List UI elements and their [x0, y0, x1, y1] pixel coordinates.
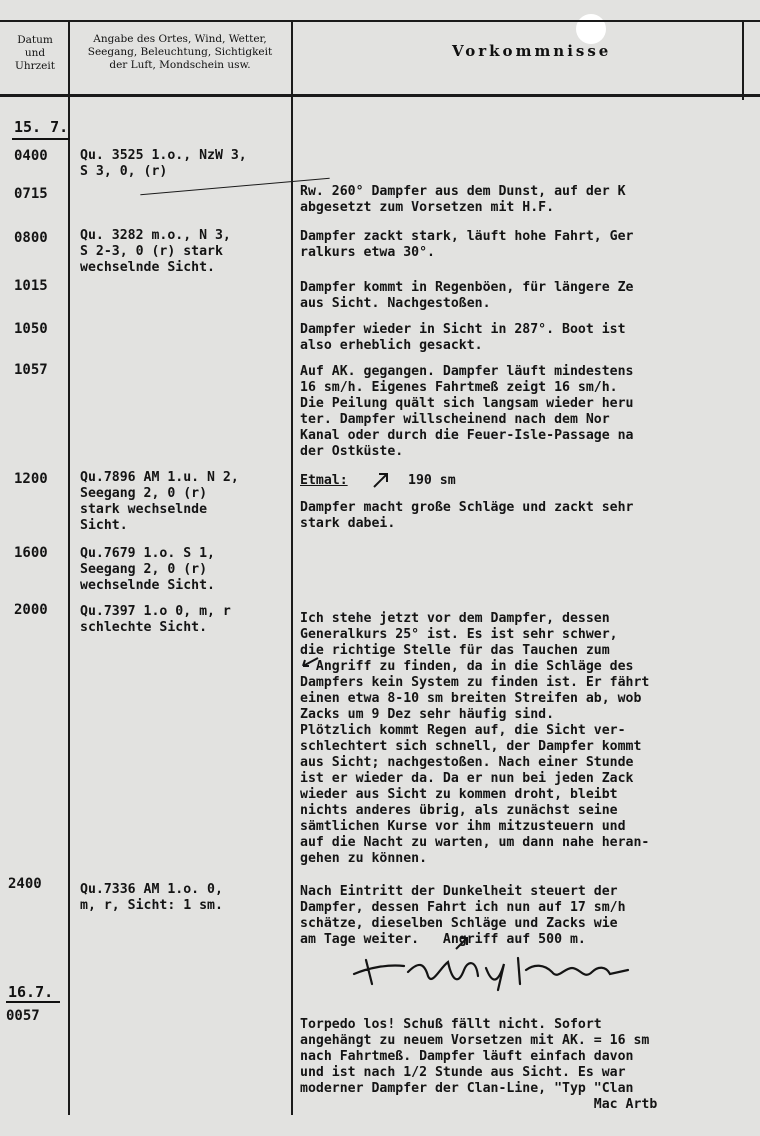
- time-2000: 2000: [14, 602, 48, 618]
- etmal-label: Etmal:: [300, 473, 348, 488]
- note-2400: Nach Eintritt der Dunkelheit steuert der Dampfer, dessen Fahrt ich nun auf 17 sm/h schätze, dieselben Schläge und Zacks wie am Tage weiter. Angriff auf 500 m.: [300, 884, 626, 947]
- place-0400: Qu. 3525 1.o., NzW 3, S 3, 0, (r): [80, 148, 247, 179]
- note-0800: Dampfer zackt stark, läuft hohe Fahrt, Ger ralkurs etwa 30°.: [300, 229, 634, 260]
- place-0800: Qu. 3282 m.o., N 3, S 2-3, 0 (r) stark wechselnde Sicht.: [80, 228, 231, 275]
- right-edge-rule: [742, 20, 744, 100]
- place-2000: Qu.7397 1.o 0, m, r schlechte Sicht.: [80, 604, 231, 635]
- time-1057: 1057: [14, 362, 48, 378]
- time-0715: 0715: [14, 186, 48, 202]
- note-1050: Dampfer wieder in Sicht in 287°. Boot ist also erheblich gesackt.: [300, 322, 626, 353]
- column-rule-1: [68, 20, 70, 1115]
- note-1057: Auf AK. gegangen. Dampfer läuft mindestens 16 sm/h. Eigenes Fahrtmeß zeigt 16 sm/h. Die Peilung quält sich langsam wieder heru ter. Dampfer willscheinend nach dem Nor Kanal oder durch die Feuer-Isle-Passage na der Ostküste.: [300, 364, 634, 459]
- time-1200: 1200: [14, 471, 48, 487]
- place-1200: Qu.7896 AM 1.u. N 2, Seegang 2, 0 (r) stark wechselnde Sicht.: [80, 470, 239, 533]
- time-1050: 1050: [14, 321, 48, 337]
- time-2400: 2400: [8, 876, 42, 892]
- note-2000: Ich stehe jetzt vor dem Dampfer, dessen Generalkurs 25° ist. Es ist sehr schwer, die richtige Stelle für das Tauchen zum Angriff zu finden, da in die Schläge des Dampfers kein System zu finden ist. Er fährt einen etwa 8-10 sm breiten Streifen ab, wob Zacks um 9 Dez sehr häufig sind. Plötzlich kommt Regen auf, die Sicht ver- schlechtert sich schnell, der Dampfer kommt aus Sicht; nachgestoßen. Nach einer Stunde ist er wieder da. Da er nun bei jeden Zack wieder aus Sicht zu kommen droht, bleibt nichts anderes übrig, als zunächst seine sämtlichen Kurse vor ihm mitzusteuern und auf die Nacht zu warten, um dann nahe heran- gehen zu können.: [300, 611, 650, 866]
- place-1600: Qu.7679 1.o. S 1, Seegang 2, 0 (r) wechselnde Sicht.: [80, 546, 215, 593]
- punch-hole: [576, 14, 606, 44]
- note-0715: Rw. 260° Dampfer aus dem Dunst, auf der K abgesetzt zum Vorsetzen mit H.F.: [300, 184, 626, 215]
- arrow-icon: [300, 655, 320, 669]
- column-rule-2: [291, 20, 293, 1115]
- header-datum: Datum und Uhrzeit: [15, 34, 55, 72]
- note-1200: Dampfer macht große Schläge und zackt sehr stark dabei.: [300, 500, 634, 531]
- time-1015: 1015: [14, 278, 48, 294]
- time-0800: 0800: [14, 230, 48, 246]
- date-second: 16.7.: [8, 983, 54, 1001]
- header-top-rule: [0, 20, 760, 22]
- date-first: 15. 7.: [14, 118, 69, 136]
- etmal-value: 190 sm: [408, 473, 456, 488]
- note-0057: Torpedo los! Schuß fällt nicht. Sofort angehängt zu neuem Vorsetzen mit AK. = 16 sm nach Fahrtmeß. Dampfer läuft einfach davon und ist nach 1/2 Stunde aus Sicht. Es war moderner Dampfer der Clan-Line, "Typ "Clan Mac Artb: [300, 1017, 658, 1112]
- date-second-underline: [6, 1001, 60, 1003]
- time-1600: 1600: [14, 545, 48, 561]
- header-ort-wetter: Angabe des Ortes, Wind, Wetter, Seegang, Beleuchtung, Sichtigkeit der Luft, Mondschein usw.: [87, 33, 273, 71]
- arrow-icon: [370, 469, 392, 491]
- time-0400: 0400: [14, 148, 48, 164]
- date-first-underline: [12, 138, 70, 140]
- note-1015: Dampfer kommt in Regenböen, für längere Ze aus Sicht. Nachgestoßen.: [300, 280, 634, 311]
- header-bottom-rule: [0, 94, 760, 97]
- header-vorkommnisse: Vorkommnisse: [452, 42, 612, 60]
- time-0057: 0057: [6, 1008, 40, 1024]
- place-2400: Qu.7336 AM 1.o. 0, m, r, Sicht: 1 sm.: [80, 882, 223, 913]
- signature: [348, 950, 638, 994]
